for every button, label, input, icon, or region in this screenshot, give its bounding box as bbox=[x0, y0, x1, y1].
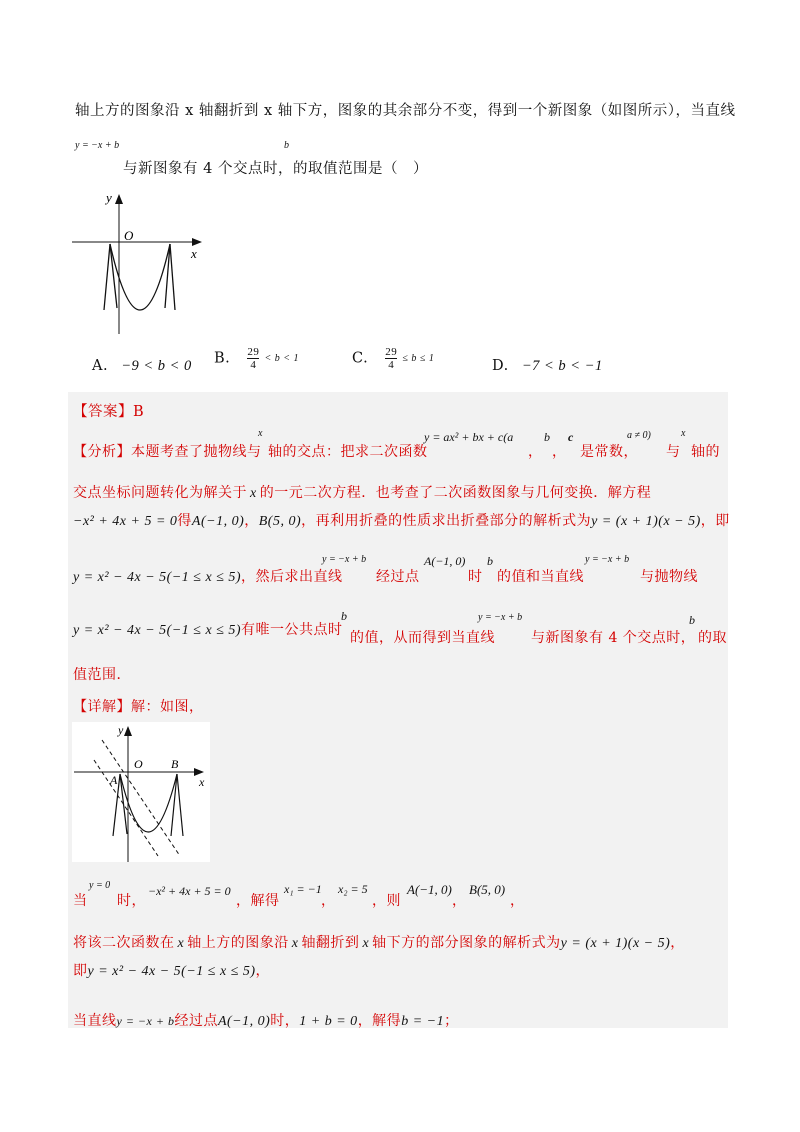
detail-text: 轴下方的部分图象的解析式为 bbox=[372, 935, 561, 951]
detail-text: ，解得 bbox=[357, 1013, 402, 1029]
line-equation: y = −x + b bbox=[75, 140, 120, 151]
root-x2: x₂ = 5 bbox=[338, 882, 368, 896]
detail-text: ，则 bbox=[372, 893, 401, 909]
question-var-b: b bbox=[284, 140, 289, 151]
condition-a-nonzero: a ≠ 0) bbox=[627, 430, 651, 441]
option-c-tail: ≤ b ≤ 1 bbox=[402, 353, 435, 364]
folded-parabola-equation: y = x² − 4x − 5(−1 ≤ x ≤ 5) bbox=[87, 964, 256, 979]
folded-expression: y = (x + 1)(x − 5) bbox=[560, 936, 671, 951]
left-branch-2 bbox=[104, 244, 110, 310]
point-b: B(5, 0) bbox=[258, 514, 302, 529]
analysis-text: 交点坐标问题转化为解关于 bbox=[73, 485, 247, 501]
point-a: A(−1, 0) bbox=[191, 514, 245, 529]
detail-step-2 bbox=[73, 932, 685, 952]
detail-text: ， bbox=[452, 893, 467, 909]
analysis-text: ，即 bbox=[700, 513, 730, 529]
analysis-tag: 【分析】 bbox=[73, 444, 131, 460]
point-b-label: B bbox=[171, 757, 179, 771]
analysis-text: 与新图象有 4 个交点时， bbox=[531, 630, 696, 646]
detail-text: 当直线 bbox=[73, 1013, 117, 1029]
analysis-text: 与抛物线 bbox=[640, 569, 698, 585]
point-a: A(−1, 0) bbox=[217, 1014, 271, 1029]
option-d-expr: −7 < b < −1 bbox=[521, 358, 603, 374]
point-a: A(−1, 0) bbox=[407, 882, 452, 897]
quadratic-general-form: y = ax² + bx + c(a bbox=[424, 430, 514, 444]
var-x: x bbox=[681, 428, 686, 439]
option-b-fraction bbox=[247, 346, 259, 371]
option-d-label: D. bbox=[492, 358, 509, 374]
figure-background bbox=[72, 722, 210, 862]
detail-text: ， bbox=[670, 935, 685, 951]
y-axis-label: y bbox=[118, 723, 124, 737]
option-a-expr: −9 < b < 0 bbox=[121, 358, 192, 374]
detail-text: 轴翻折到 bbox=[301, 935, 360, 951]
question-text: 与新图象有 4 个交点时， bbox=[123, 161, 293, 177]
analysis-text: 的值，从而得到当直线 bbox=[350, 630, 495, 646]
detail-intro: 解：如图， bbox=[131, 699, 204, 715]
detail-text: 时， bbox=[270, 1013, 300, 1029]
y-axis-label: y bbox=[106, 190, 112, 205]
option-c-label: C. bbox=[352, 350, 369, 367]
question-line-2 bbox=[123, 157, 293, 178]
folded-parabola-equation: y = x² − 4x − 5(−1 ≤ x ≤ 5) bbox=[73, 623, 242, 638]
analysis-text: 与 bbox=[666, 444, 681, 460]
analysis-text: ， bbox=[528, 444, 543, 460]
result: b = −1 bbox=[401, 1014, 445, 1029]
analysis-text: 得 bbox=[177, 513, 192, 529]
line-equation: y = −x + b bbox=[322, 554, 367, 565]
option-a-label: A. bbox=[92, 358, 109, 374]
answer-line bbox=[73, 400, 144, 421]
detail-text: ， bbox=[321, 893, 336, 909]
analysis-text: 的一元二次方程．也考查了二次函数图象与几何变换．解方程 bbox=[259, 485, 652, 501]
option-c[interactable] bbox=[352, 346, 434, 371]
option-b[interactable] bbox=[214, 346, 299, 371]
x-axis-label: x bbox=[191, 246, 197, 261]
root-x1: x₁ = −1 bbox=[284, 882, 322, 896]
question-line-1: 轴上方的图象沿 x 轴翻折到 x 轴下方，图象的其余部分不变，得到一个新图象（如图所示），当直线 bbox=[75, 103, 736, 119]
analysis-text: 有唯一公共点时 bbox=[241, 622, 343, 638]
option-c-fraction bbox=[385, 346, 397, 371]
left-branch-1 bbox=[110, 244, 117, 308]
x-axis-arrow bbox=[192, 238, 202, 246]
detail-tag: 【详解】 bbox=[73, 699, 131, 715]
detail-text: 轴上方的图象沿 bbox=[187, 935, 289, 951]
option-d[interactable] bbox=[492, 358, 603, 375]
analysis-text: ，然后求出直线 bbox=[241, 569, 343, 585]
detail-text: 经过点 bbox=[174, 1013, 218, 1029]
analysis-text: 时 bbox=[468, 569, 483, 585]
analysis-text: 是常数， bbox=[580, 444, 638, 460]
var-b: b bbox=[487, 554, 493, 568]
analysis-text: ，再利用折叠的性质求出折叠部分的解析式为 bbox=[301, 513, 592, 529]
detail-text: ， bbox=[255, 963, 271, 979]
folded-parabola-equation: y = x² − 4x − 5(−1 ≤ x ≤ 5) bbox=[73, 570, 242, 585]
detail-heading bbox=[73, 696, 204, 716]
detail-step-4 bbox=[73, 1010, 459, 1030]
analysis-text: ， bbox=[244, 513, 259, 529]
detail-text: 将该二次函数在 bbox=[73, 935, 175, 951]
detail-text: ； bbox=[444, 1013, 459, 1029]
origin-label: O bbox=[124, 228, 134, 243]
detail-step-3 bbox=[73, 960, 270, 980]
point-b: B(5, 0) bbox=[469, 882, 506, 897]
var-x: x bbox=[291, 936, 299, 951]
detail-text: 当 bbox=[73, 893, 88, 909]
solution-figure bbox=[72, 722, 210, 862]
option-b-numerator: 29 bbox=[247, 346, 260, 358]
option-b-tail: < b < 1 bbox=[264, 353, 299, 364]
detail-text: ， bbox=[510, 893, 525, 909]
option-c-numerator: 29 bbox=[385, 346, 398, 358]
detail-step-1 bbox=[73, 890, 88, 910]
y-equals-zero: y = 0 bbox=[89, 880, 111, 891]
folded-expression: y = (x + 1)(x − 5) bbox=[591, 514, 701, 529]
line-equation: y = −x + b bbox=[116, 1014, 175, 1028]
analysis-text: 轴的 bbox=[691, 444, 720, 460]
x-axis-label: x bbox=[199, 775, 205, 789]
analysis-text: 本题考查了抛物线与 bbox=[131, 444, 262, 460]
var-b: b bbox=[544, 430, 550, 444]
analysis-line-5 bbox=[73, 619, 343, 639]
analysis-text: 经过点 bbox=[376, 569, 420, 585]
var-c: c bbox=[568, 430, 574, 444]
point-a: A(−1, 0) bbox=[424, 554, 466, 568]
line-equation: y = −x + b bbox=[585, 554, 630, 565]
origin-label: O bbox=[134, 757, 143, 771]
question-line-2-end: 的取值范围是（ ） bbox=[293, 161, 428, 177]
var-x: x bbox=[177, 936, 185, 951]
analysis-text: ， bbox=[552, 444, 567, 460]
question-line-expr bbox=[75, 140, 119, 151]
equation: −x² + 4x + 5 = 0 bbox=[148, 884, 231, 898]
analysis-line-2 bbox=[73, 482, 651, 502]
option-b-denominator: 4 bbox=[250, 359, 257, 371]
equation: 1 + b = 0 bbox=[299, 1014, 358, 1029]
detail-text: 即 bbox=[73, 963, 88, 979]
question-figure bbox=[70, 188, 210, 336]
var-x: x bbox=[362, 936, 370, 951]
detail-text: ，解得 bbox=[236, 893, 280, 909]
option-c-denominator: 4 bbox=[388, 359, 395, 371]
right-branch-2 bbox=[170, 244, 175, 310]
option-b-label: B. bbox=[214, 350, 231, 367]
answer-tag: 【答案】 bbox=[73, 404, 133, 420]
analysis-line-4 bbox=[73, 566, 343, 586]
equation: −x² + 4x + 5 = 0 bbox=[73, 514, 178, 529]
analysis-text: 的值和当直线 bbox=[497, 569, 584, 585]
analysis-line-6: 值范围． bbox=[73, 667, 131, 683]
var-x: x bbox=[250, 486, 257, 501]
line-equation: y = −x + b bbox=[478, 612, 523, 623]
answer-value: B bbox=[133, 404, 145, 420]
option-a[interactable] bbox=[92, 358, 192, 375]
point-a-label: A bbox=[110, 773, 118, 787]
analysis-text: 的取 bbox=[698, 630, 727, 646]
var-x: x bbox=[258, 428, 263, 439]
y-axis-arrow bbox=[115, 194, 123, 204]
analysis-line-3 bbox=[73, 510, 730, 530]
var-b: b bbox=[689, 613, 695, 627]
detail-text: 时， bbox=[117, 893, 146, 909]
analysis-line-1 bbox=[73, 441, 262, 461]
var-b: b bbox=[341, 609, 347, 623]
analysis-text: 轴的交点：把求二次函数 bbox=[268, 444, 428, 460]
